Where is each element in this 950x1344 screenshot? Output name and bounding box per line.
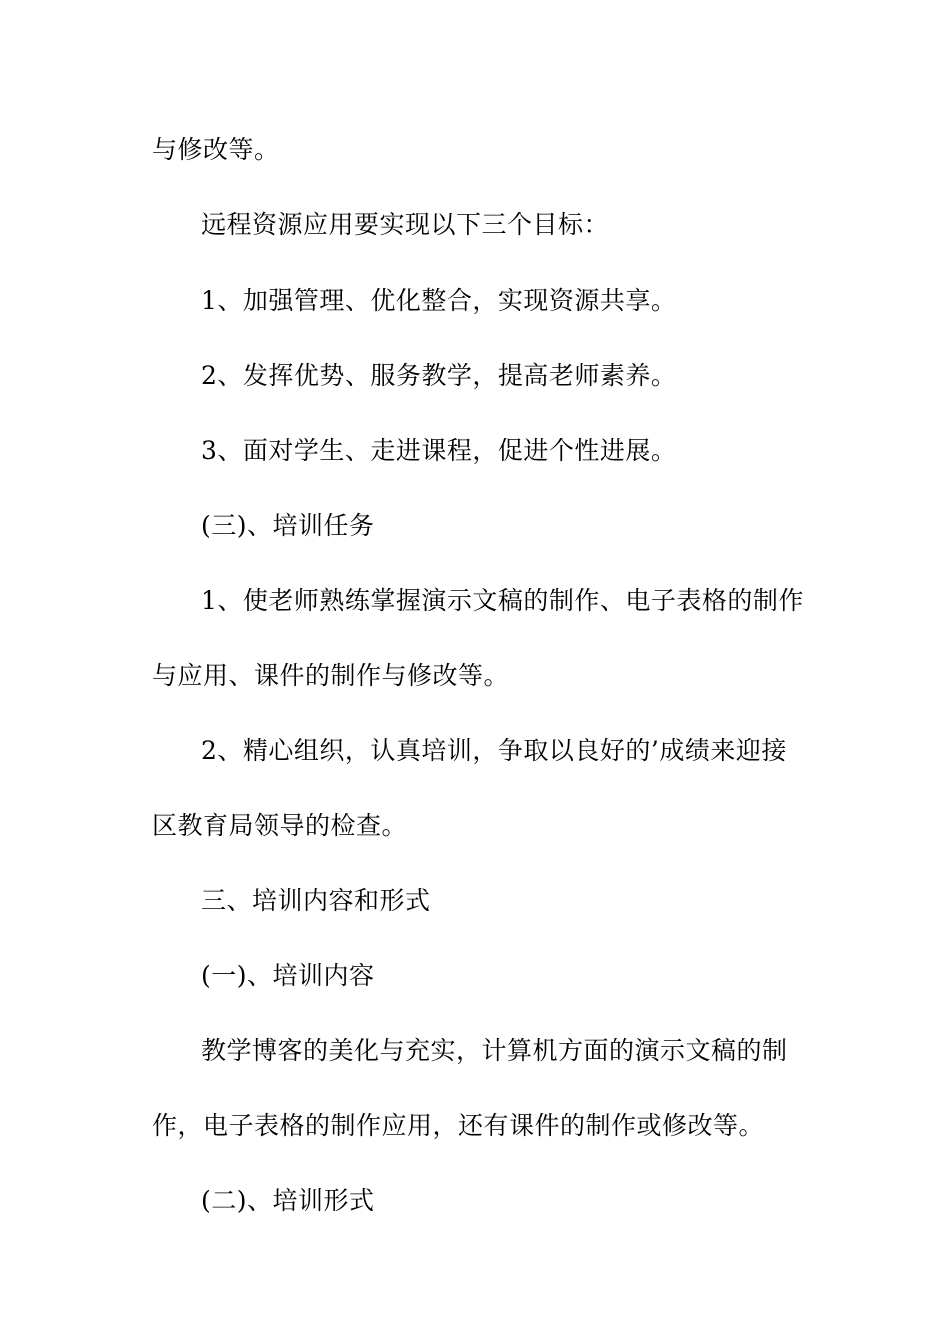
goal-item-3: 3、面对学生、走进课程，促进个性进展。 [201,436,677,465]
task-item-2: 2、精心组织，认真培训，争取以良好的’成绩来迎接 [201,736,787,765]
content-paragraph: 教学博客的美化与充实，计算机方面的演示文稿的制 [201,1036,788,1065]
task-item-1: 1、使老师熟练掌握演示文稿的制作、电子表格的制作 [201,586,804,615]
paragraph-goals-intro: 远程资源应用要实现以下三个目标： [201,210,610,239]
subsection-heading-content: (一)、培训内容 [201,961,375,990]
task-item-2-continuation: 区教育局领导的检查。 [152,811,408,840]
task-item-1-continuation: 与应用、课件的制作与修改等。 [152,661,510,690]
paragraph-continuation: 与修改等。 [152,135,280,164]
section-heading-tasks: (三)、培训任务 [201,511,375,540]
section-heading-content-form: 三、培训内容和形式 [201,886,431,915]
content-paragraph-continuation: 作，电子表格的制作应用，还有课件的制作或修改等。 [152,1111,765,1140]
goal-item-2: 2、发挥优势、服务教学，提高老师素养。 [201,361,677,390]
goal-item-1: 1、加强管理、优化整合，实现资源共享。 [201,286,677,315]
subsection-heading-form: (二)、培训形式 [201,1186,375,1215]
